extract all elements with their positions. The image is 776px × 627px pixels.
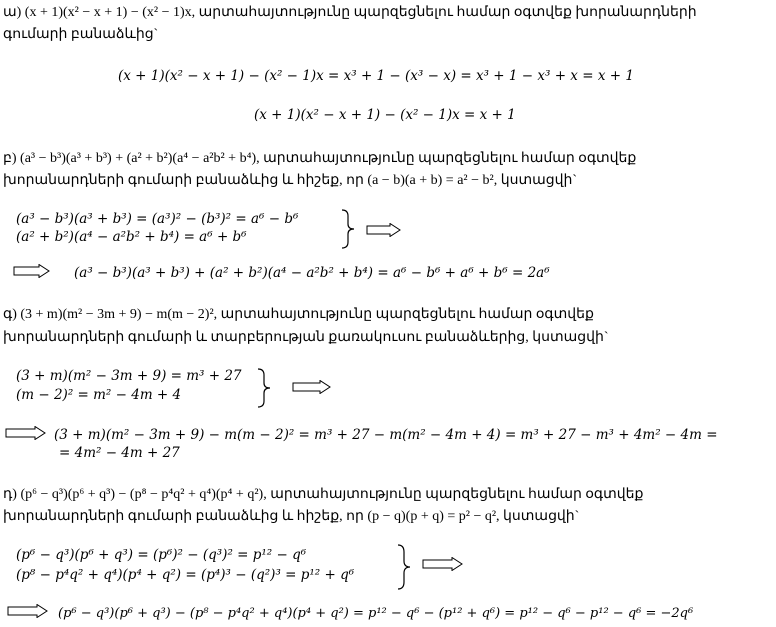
part-c-system-line1: (3 + m)(m² − 3m + 9) = m³ + 27 <box>16 368 242 384</box>
part-d-intro-line1: դ) (p⁶ − q³)(p⁶ + q³) − (p⁸ − p⁴q² + q⁴)(p⁴ + q²), արտահայտությունը պարզեցնելու համար օգտվեք <box>3 487 644 502</box>
implies-arrow-icon <box>292 380 332 394</box>
part-a-result: (x + 1)(x² − x + 1) − (x² − 1)x = x + 1 <box>254 107 516 123</box>
implies-arrow-icon <box>422 557 464 571</box>
implies-arrow-icon <box>7 604 49 618</box>
implies-arrow-icon <box>13 264 51 278</box>
part-c-intro-line2: խորանարդների գումարի և տարբերության քառակուսու բանաձևերից, կստացվի` <box>3 330 609 345</box>
part-a-intro-line2: գումարի բանաձևից` <box>3 27 159 42</box>
part-a-intro-line1: ա) (x + 1)(x² − x + 1) − (x² − 1)x, արտահայտությունը պարզեցնելու համար օգտվեք խորանարդների <box>3 5 697 20</box>
implies-arrow-icon <box>5 426 47 440</box>
implies-arrow-icon <box>366 223 402 237</box>
right-brace-icon <box>256 367 272 409</box>
part-d-result: (p⁶ − q³)(p⁶ + q³) − (p⁸ − p⁴q² + q⁴)(p⁴ + q²) = p¹² − q⁶ − (p¹² + q⁶) = p¹² − q⁶ − p¹² − q⁶ = −2q⁶ <box>58 606 694 621</box>
right-brace-icon <box>396 543 412 591</box>
part-b-intro-line2: խորանարդների գումարի բանաձևից և հիշեք, որ (a − b)(a + b) = a² − b², կստացվի` <box>3 173 577 188</box>
part-a-calculation: (x + 1)(x² − x + 1) − (x² − 1)x = x³ + 1 − (x³ − x) = x³ + 1 − x³ + x = x + 1 <box>118 68 634 84</box>
part-c-result-line1: (3 + m)(m² − 3m + 9) − m(m − 2)² = m³ + 27 − m(m² − 4m + 4) = m³ + 27 − m³ + 4m² − 4m = <box>54 427 718 443</box>
part-b-intro-line1: բ) (a³ − b³)(a³ + b³) + (a² + b²)(a⁴ − a²b² + b⁴), արտահայտությունը պարզեցնելու համար օգտվեք <box>3 151 637 166</box>
right-brace-icon <box>340 208 356 250</box>
part-d-system-line2: (p⁸ − p⁴q² + q⁴)(p⁴ + q²) = (p⁴)³ − (q²)³ = p¹² + q⁶ <box>16 567 355 583</box>
part-d-system-line1: (p⁶ − q³)(p⁶ + q³) = (p⁶)² − (q³)² = p¹² − q⁶ <box>16 547 307 563</box>
part-c-intro-line1: գ) (3 + m)(m² − 3m + 9) − m(m − 2)², արտահայտությունը պարզեցնելու համար օգտվեք <box>3 307 594 322</box>
part-c-system-line2: (m − 2)² = m² − 4m + 4 <box>16 387 182 403</box>
part-b-result: (a³ − b³)(a³ + b³) + (a² + b²)(a⁴ − a²b² + b⁴) = a⁶ − b⁶ + a⁶ + b⁶ = 2a⁶ <box>74 265 550 281</box>
part-b-system-line2: (a² + b²)(a⁴ − a²b² + b⁴) = a⁶ + b⁶ <box>16 229 247 245</box>
part-b-system-line1: (a³ − b³)(a³ + b³) = (a³)² − (b³)² = a⁶ − b⁶ <box>16 211 299 227</box>
part-d-intro-line2: խորանարդների գումարի բանաձևից և հիշեք, որ (p − q)(p + q) = p² − q², կստացվի` <box>3 509 580 524</box>
part-c-result-line2: = 4m² − 4m + 27 <box>59 445 180 461</box>
